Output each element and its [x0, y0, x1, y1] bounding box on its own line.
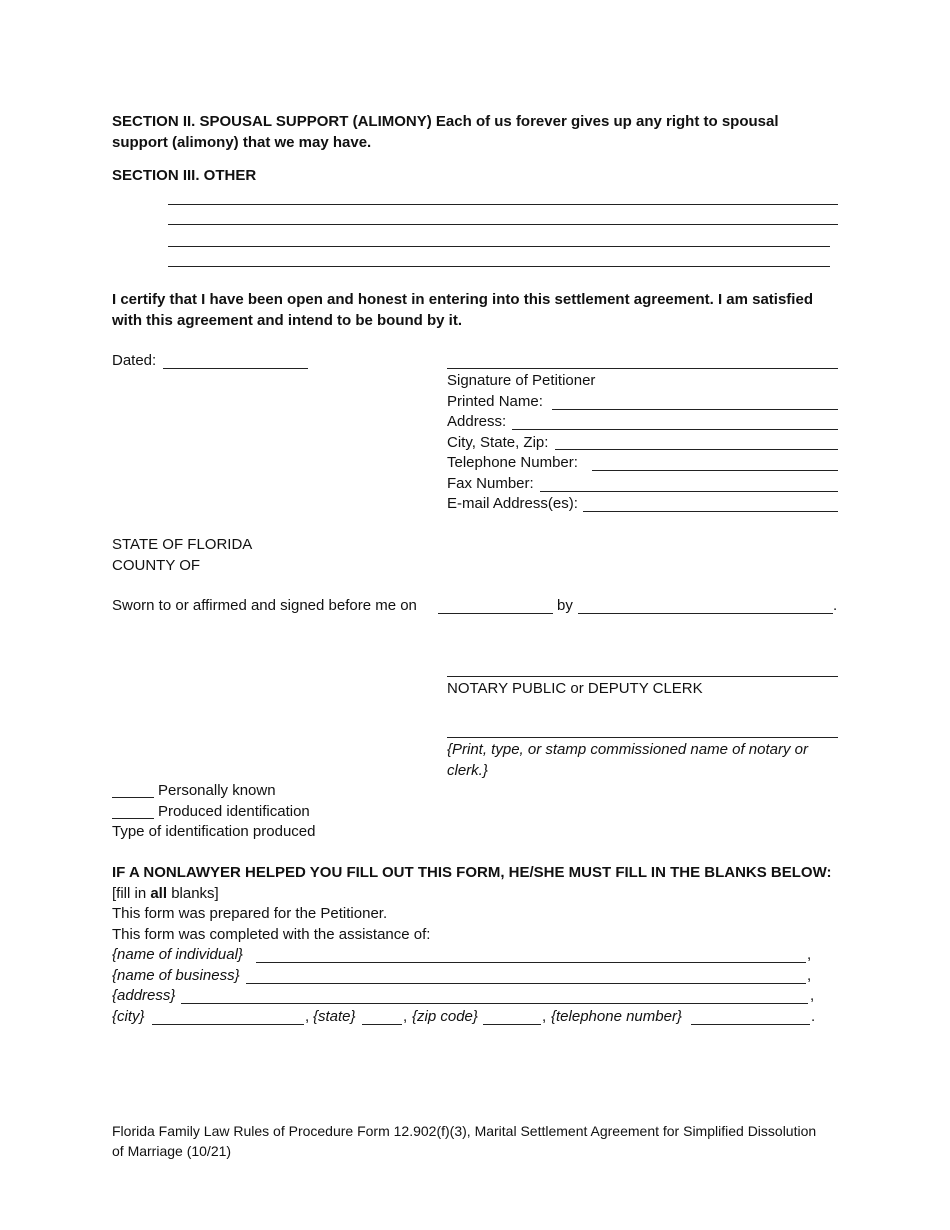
- personally-known-blank[interactable]: [112, 797, 154, 798]
- name-individual-label: {name of individual}: [112, 946, 243, 963]
- address-field[interactable]: [512, 429, 838, 430]
- state-info-label: {state}: [313, 1008, 356, 1025]
- address-info-field[interactable]: [181, 1003, 808, 1004]
- dated-label: Dated:: [112, 352, 157, 369]
- nonlawyer-heading: IF A NONLAWYER HELPED YOU FILL OUT THIS FORM, HE/SHE MUST FILL IN THE BLANKS BELOW:: [112, 864, 832, 881]
- sworn-date-field[interactable]: [438, 613, 553, 614]
- telephone-label: Telephone Number:: [447, 454, 578, 471]
- fax-field[interactable]: [540, 491, 838, 492]
- fill-note-post: blanks]: [167, 885, 219, 902]
- state-label: STATE OF FLORIDA: [112, 536, 253, 553]
- fill-all-note: [112, 884, 219, 904]
- notary-name-line[interactable]: [447, 737, 838, 738]
- signature-label: Signature of Petitioner: [447, 372, 596, 389]
- petitioner-signature-line[interactable]: [447, 368, 838, 369]
- prepared-for: This form was prepared for the Petitioner.: [112, 905, 388, 922]
- section-2-text: Each of us forever gives up any right to spousal support (alimony) that we may have.: [112, 113, 779, 151]
- section-2-heading: SECTION II. SPOUSAL SUPPORT (ALIMONY): [112, 113, 432, 130]
- certify-statement: I certify that I have been open and honest in entering into this settlement agreement. I am satisfied with this agreement and intend to be bound by it.: [112, 291, 813, 329]
- other-line-3[interactable]: [168, 246, 830, 247]
- email-field[interactable]: [583, 511, 838, 512]
- sworn-text: Sworn to or affirmed and signed before me on: [112, 597, 417, 614]
- sworn-period: .: [833, 597, 838, 614]
- county-label: COUNTY OF: [112, 557, 201, 574]
- section-2: [112, 111, 832, 153]
- notary-print-note: {Print, type, or stamp commissioned name of notary or clerk.}: [447, 741, 808, 779]
- address-label: Address:: [447, 413, 507, 430]
- produced-id-label: Produced identification: [158, 803, 310, 820]
- city-info-field[interactable]: [152, 1024, 304, 1025]
- notary-signature-line[interactable]: [447, 676, 838, 677]
- completed-with: This form was completed with the assistance of:: [112, 926, 431, 943]
- zip-info-field[interactable]: [483, 1024, 541, 1025]
- name-individual-comma: ,: [807, 946, 812, 963]
- name-business-label: {name of business}: [112, 967, 240, 984]
- fill-note-pre: [fill in: [112, 885, 151, 902]
- address-info-label: {address}: [112, 987, 176, 1004]
- telephone-info-label: {telephone number}: [551, 1008, 682, 1025]
- footer-line-1: Florida Family Law Rules of Procedure Form 12.902(f)(3), Marital Settlement Agreement for Simplified Dissolution: [112, 1123, 817, 1139]
- fax-label: Fax Number:: [447, 475, 534, 492]
- city-info-comma: ,: [305, 1008, 310, 1025]
- dated-field[interactable]: [163, 368, 308, 369]
- state-info-field[interactable]: [362, 1024, 402, 1025]
- telephone-info-field[interactable]: [691, 1024, 810, 1025]
- printed-name-field[interactable]: [552, 409, 838, 410]
- address-info-comma: ,: [810, 987, 815, 1004]
- id-type-label: Type of identification produced: [112, 823, 316, 840]
- name-business-comma: ,: [807, 967, 812, 984]
- city-state-zip-label: City, State, Zip:: [447, 434, 549, 451]
- produced-id-blank[interactable]: [112, 818, 154, 819]
- other-line-1[interactable]: [168, 204, 838, 205]
- name-individual-field[interactable]: [256, 962, 806, 963]
- fill-note-bold: all: [150, 885, 168, 902]
- printed-name-label: Printed Name:: [447, 393, 543, 410]
- zip-info-label: {zip code}: [412, 1008, 478, 1025]
- zip-info-comma: ,: [542, 1008, 547, 1025]
- name-business-field[interactable]: [246, 983, 806, 984]
- telephone-info-period: .: [811, 1008, 816, 1025]
- city-state-zip-field[interactable]: [555, 449, 838, 450]
- footer-line-2: of Marriage (10/21): [112, 1143, 232, 1159]
- other-line-4[interactable]: [168, 266, 830, 267]
- sworn-by: by: [557, 597, 573, 614]
- section-3-heading: SECTION III. OTHER: [112, 167, 257, 184]
- sworn-by-field[interactable]: [578, 613, 833, 614]
- personally-known-label: Personally known: [158, 782, 276, 799]
- telephone-field[interactable]: [592, 470, 838, 471]
- other-line-2[interactable]: [168, 224, 838, 225]
- notary-title: NOTARY PUBLIC or DEPUTY CLERK: [447, 680, 703, 697]
- state-info-comma: ,: [403, 1008, 408, 1025]
- city-info-label: {city}: [112, 1008, 145, 1025]
- email-label: E-mail Address(es):: [447, 495, 578, 512]
